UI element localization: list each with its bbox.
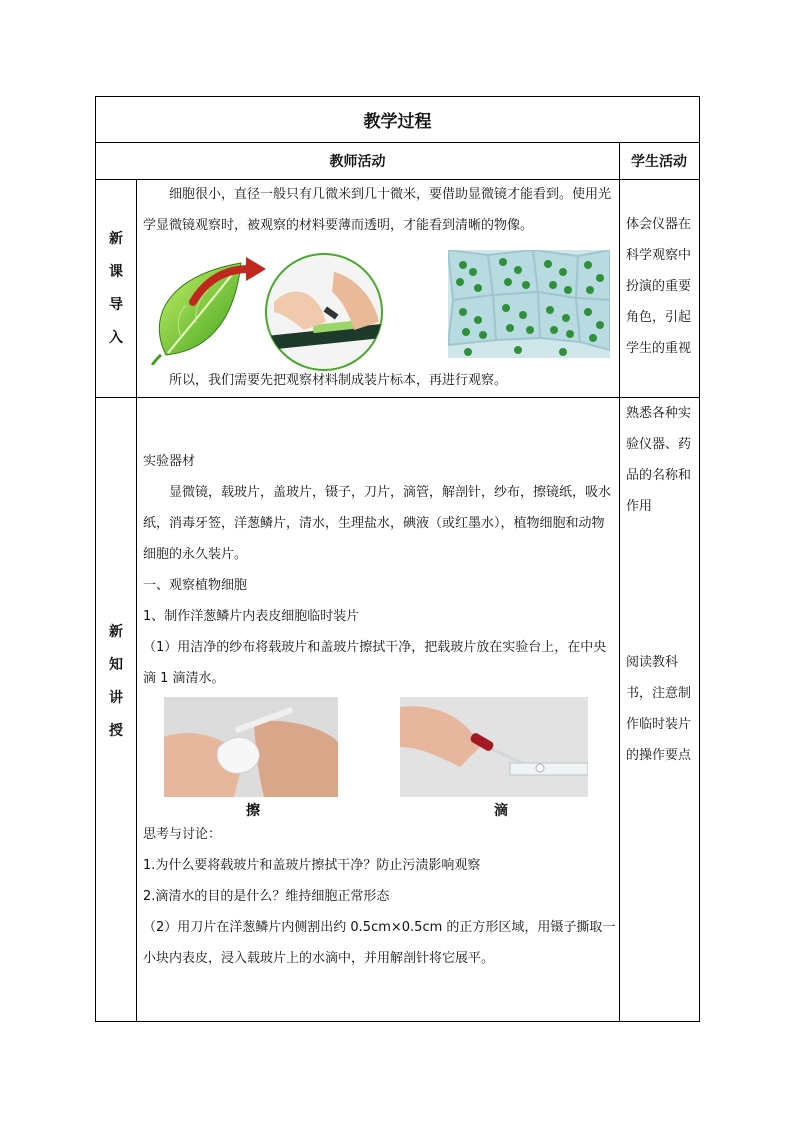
intro-conclusion: 所以，我们需要先把观察材料制成装片标本，再进行观察。 [169,373,508,388]
teacher-activity-header: 教师活动 [329,153,386,170]
dropping-photo [400,697,588,797]
wiping-photo [164,697,338,797]
lesson-table [95,96,700,1022]
student-activity-materials: 熟悉各种实验仪器、药品的名称和作用 [626,406,692,514]
arrow-icon [188,257,268,307]
peeling-photo [264,252,384,372]
caption-wipe: 擦 [246,803,260,819]
student-activity-reading: 阅读教科书，注意制作临时装片的操作要点 [626,655,692,763]
cell-micrograph [448,250,610,358]
intro-paragraph: 细胞很小，直径一般只有几微米到几十微米，要借助显微镜才能看到。使用光学显微镜观察时，被观察的材料要薄而透明，才能看到清晰的物像。 [143,187,612,233]
student-activity-intro: 体会仪器在科学观察中扮演的重要角色，引起学生的重视 [626,217,692,356]
caption-drop: 滴 [494,803,508,819]
col-divider [136,179,137,1021]
table-title: 教学过程 [363,112,432,132]
student-activity-header: 学生活动 [631,153,687,170]
discussion-block: 思考与讨论： 1.为什么要将载玻片和盖玻片擦拭干净？防止污渍影响观察 2.滴清水的目的是什么？维持细胞正常形态 （2）用刀片在洋葱鳞片内侧割出约 0.5cm×0.5cm 的正方形区域，用镊子撕取一小块内表皮，浸入载玻片上的水滴中，并用解剖针将它展平。 [143,827,616,966]
row-divider [96,397,699,398]
materials-block: 实验器材 显微镜，载玻片，盖玻片，镊子，刀片，滴管，解剖针，纱布，擦镜纸，吸水纸，消毒牙签，洋葱鳞片，清水，生理盐水，碘液（或红墨水），植物细胞和动物细胞的永久装片。 一、观察植物细胞 1、制作洋葱鳞片内表皮细胞临时装片 （1）用洁净的纱布将载玻片和盖玻片擦拭干净，把载玻片放在实验台上，在中央滴 1 滴清水。 [143,454,612,686]
section-label-intro: 新 课 导 入 [109,230,123,346]
section-label-new-knowledge: 新 知 讲 授 [109,624,123,739]
